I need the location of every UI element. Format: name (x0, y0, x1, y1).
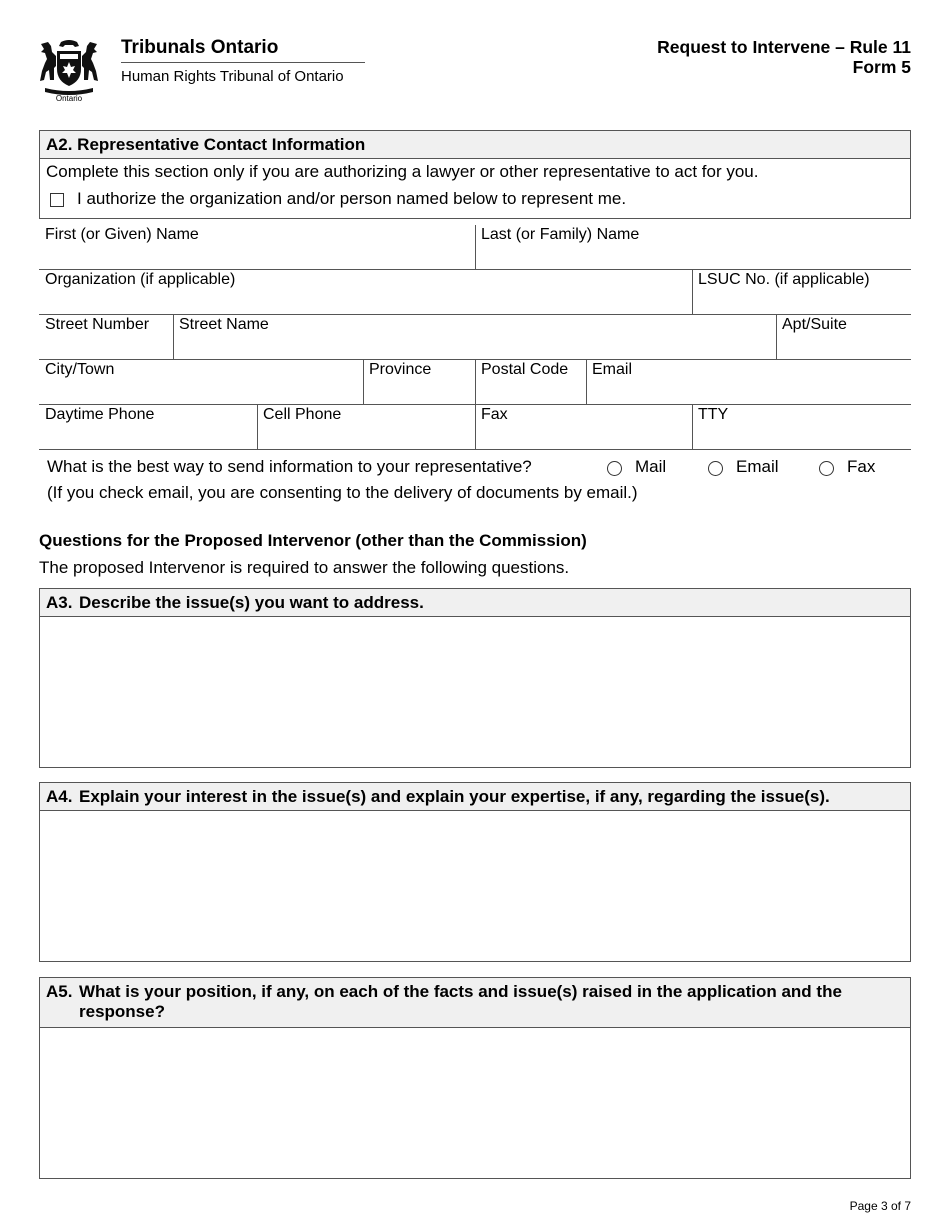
col-divider (475, 404, 476, 449)
questions-intro: The proposed Intervenor is required to answer the following questions. (39, 558, 570, 577)
a3-heading-bar (39, 588, 911, 617)
lsuc-field[interactable]: LSUC No. (if applicable) (698, 271, 870, 288)
a2-heading-bar (39, 130, 911, 159)
col-divider (692, 404, 693, 449)
questions-heading: Questions for the Proposed Intervenor (other than the Commission) (39, 531, 587, 550)
col-divider (475, 359, 476, 404)
a4-answer-area[interactable] (39, 810, 911, 962)
a2-instruction-box (39, 158, 911, 219)
row-divider (39, 314, 911, 315)
col-divider (586, 359, 587, 404)
org-name: Tribunals Ontario (121, 37, 279, 58)
fax-option-label: Fax (847, 457, 876, 476)
organization-field[interactable]: Organization (if applicable) (45, 271, 236, 288)
a5-heading-bar (39, 977, 911, 1028)
street-name-field[interactable]: Street Name (179, 316, 269, 333)
a5-number: A5. (46, 982, 73, 1001)
email-field[interactable]: Email (592, 361, 633, 378)
org-subtitle: Human Rights Tribunal of Ontario (121, 68, 344, 85)
authorize-checkbox[interactable] (50, 193, 64, 207)
form-number: Form 5 (852, 57, 911, 77)
email-option-label: Email (736, 457, 779, 476)
a3-number: A3. (46, 593, 73, 612)
a5-question: What is your position, if any, on each of the facts and issue(s) raised in the application and the response? (79, 982, 842, 1021)
a4-question: Explain your interest in the issue(s) and explain your expertise, if any, regarding the issue(s). (79, 787, 830, 806)
street-number-field[interactable]: Street Number (45, 316, 150, 333)
col-divider (475, 225, 476, 269)
col-divider (173, 314, 174, 359)
best-way-question: What is the best way to send information to your representative? (47, 457, 532, 476)
apt-suite-field[interactable]: Apt/Suite (782, 316, 847, 333)
last-name-field[interactable]: Last (or Family) Name (481, 226, 640, 243)
ontario-coat-of-arms-icon (37, 38, 101, 104)
col-divider (363, 359, 364, 404)
page-number: Page 3 of 7 (849, 1199, 911, 1213)
daytime-phone-field[interactable]: Daytime Phone (45, 406, 155, 423)
a3-question: Describe the issue(s) you want to address. (79, 593, 424, 612)
form-title-rule: Request to Intervene – Rule 11 (657, 37, 911, 57)
authorize-label: I authorize the organization and/or person named below to represent me. (77, 189, 627, 208)
a2-heading: A2. Representative Contact Information (46, 135, 366, 154)
first-name-field[interactable]: First (or Given) Name (45, 226, 199, 243)
col-divider (257, 404, 258, 449)
form-title (657, 37, 911, 77)
email-consent-note: (If you check email, you are consenting to the delivery of documents by email.) (47, 483, 638, 502)
province-field[interactable]: Province (369, 361, 432, 378)
logo-caption: Ontario (55, 94, 83, 103)
col-divider (776, 314, 777, 359)
row-divider (39, 449, 911, 450)
a3-answer-area[interactable] (39, 616, 911, 768)
a5-answer-area[interactable] (39, 1027, 911, 1179)
fax-field[interactable]: Fax (481, 406, 508, 423)
mail-radio[interactable] (607, 461, 622, 476)
org-divider (121, 62, 365, 63)
cell-phone-field[interactable]: Cell Phone (263, 406, 342, 423)
city-field[interactable]: City/Town (45, 361, 115, 378)
tty-field[interactable]: TTY (698, 406, 729, 423)
postal-code-field[interactable]: Postal Code (481, 361, 569, 378)
a2-instruction: Complete this section only if you are authorizing a lawyer or other representative to act for you. (46, 162, 759, 181)
mail-option-label: Mail (635, 457, 667, 476)
a4-heading-bar (39, 782, 911, 811)
fax-radio[interactable] (819, 461, 834, 476)
col-divider (692, 269, 693, 314)
a4-number: A4. (46, 787, 73, 806)
email-radio[interactable] (708, 461, 723, 476)
row-divider (39, 269, 911, 270)
